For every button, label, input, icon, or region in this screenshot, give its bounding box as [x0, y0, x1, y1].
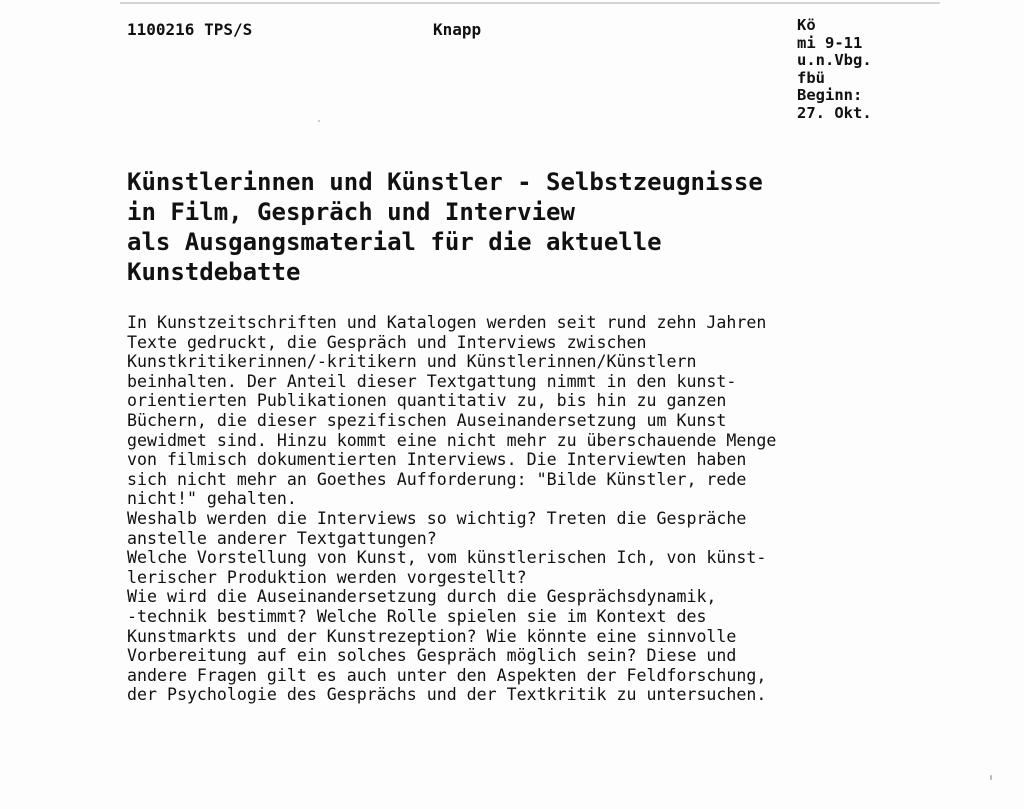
scan-speck: [318, 120, 320, 122]
scan-top-edge: [120, 2, 940, 4]
instructor-name: Knapp: [433, 20, 482, 39]
body-line: Kunstkritikerinnen/-kritikern und Künstlerinnen/Künstlern: [127, 352, 697, 372]
body-line: Texte gedruckt, die Gespräch und Interviews zwischen: [127, 332, 647, 352]
body-line: orientierten Publikationen quantitativ zu, bis hin zu ganzen: [127, 391, 727, 411]
body-line: Vorbereitung auf ein solches Gespräch möglich sein? Diese und: [127, 646, 737, 666]
body-line: lerischer Produktion werden vorgestellt?: [127, 567, 527, 587]
title-line: als Ausgangsmaterial für die aktuelle: [127, 228, 662, 256]
title-line: in Film, Gespräch und Interview: [127, 198, 575, 226]
schedule-line: Kö: [797, 16, 816, 34]
title-line: Künstlerinnen und Künstler - Selbstzeugnisse: [127, 168, 763, 196]
schedule-line: 27. Okt.: [797, 103, 872, 122]
schedule-line: fbü: [797, 68, 825, 87]
body-line: sich nicht mehr an Goethes Aufforderung: "Bilde Künstler, rede: [127, 469, 747, 489]
body-line: Welche Vorstellung von Kunst, vom künstlerischen Ich, von künst-: [127, 548, 767, 568]
schedule-info: [797, 17, 872, 123]
schedule-line: u.n.Vbg.: [797, 51, 872, 70]
course-title: [127, 167, 997, 287]
body-line: andere Fragen gilt es auch unter den Aspekten der Feldforschung,: [127, 665, 767, 685]
body-line: Kunstmarkts und der Kunstrezeption? Wie könnte eine sinnvolle: [127, 626, 737, 646]
course-description: [127, 313, 987, 705]
body-line: nicht!" gehalten.: [127, 489, 297, 509]
body-line: Weshalb werden die Interviews so wichtig? Treten die Gespräche: [127, 508, 747, 528]
body-line: beinhalten. Der Anteil dieser Textgattung nimmt in den kunst-: [127, 371, 737, 391]
title-line: Kunstdebatte: [127, 258, 301, 286]
course-id: 1100216 TPS/S: [127, 20, 253, 39]
body-line: In Kunstzeitschriften und Katalogen werden seit rund zehn Jahren: [127, 313, 767, 332]
body-line: Wie wird die Auseinandersetzung durch die Gesprächsdynamik,: [127, 587, 717, 607]
body-line: von filmisch dokumentierten Interviews. Die Interviewten haben: [127, 450, 747, 470]
body-line: -technik bestimmt? Welche Rolle spielen sie im Kontext des: [127, 606, 707, 626]
schedule-line: mi 9-11: [797, 33, 863, 52]
body-line: Büchern, die dieser spezifischen Auseinandersetzung um Kunst: [127, 410, 727, 430]
scan-speck: [990, 775, 992, 780]
body-line: gewidmet sind. Hinzu kommt eine nicht mehr zu überschauende Menge: [127, 430, 777, 450]
schedule-line: Beginn:: [797, 86, 863, 105]
body-line: anstelle anderer Textgattungen?: [127, 528, 437, 548]
body-line: der Psychologie des Gesprächs und der Textkritik zu untersuchen.: [127, 685, 767, 705]
